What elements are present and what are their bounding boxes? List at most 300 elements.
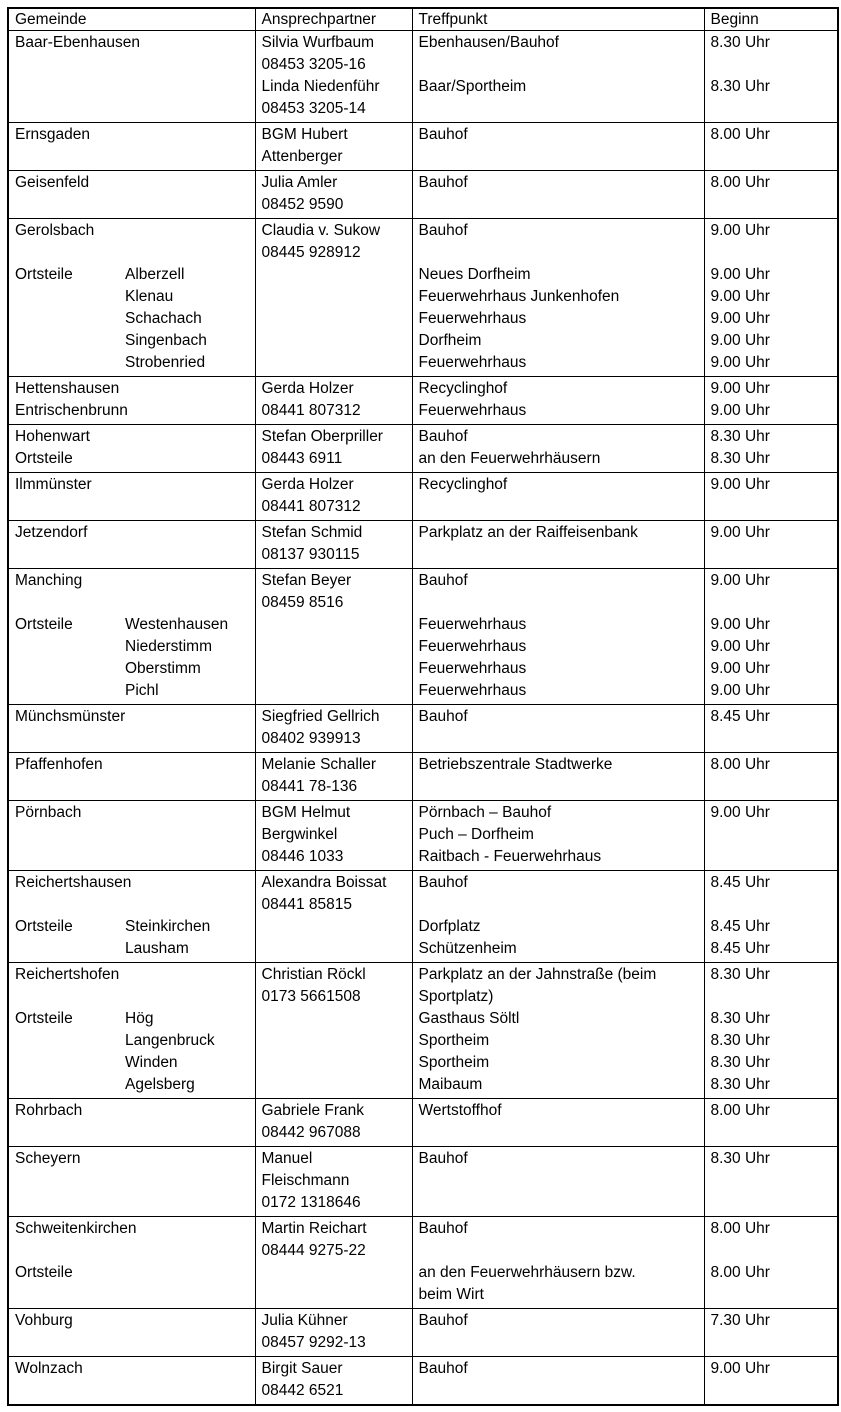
cell-line: Hettenshausen xyxy=(15,380,120,397)
cell-line: Reichertshausen xyxy=(15,874,132,891)
cell-line xyxy=(262,916,406,938)
table-row xyxy=(8,1099,838,1147)
cell-line: Baar-Ebenhausen xyxy=(15,34,140,51)
cell-line: BGM Hubert xyxy=(261,126,348,143)
cell-line: Sportheim xyxy=(418,1054,490,1071)
cell-line: Maibaum xyxy=(418,1076,483,1093)
table-row xyxy=(8,1357,838,1406)
gemeinde-cell xyxy=(8,31,255,123)
cell-line: 9.00 Uhr xyxy=(710,682,770,699)
cell-line: Bauhof xyxy=(418,126,468,143)
gemeinde-cell xyxy=(8,171,255,219)
cell-line xyxy=(15,496,249,518)
cell-line: Entrischenbrunn xyxy=(15,402,128,419)
cell-line xyxy=(711,242,832,264)
ortsteile-label: Ortsteile xyxy=(15,1010,73,1027)
cell-line xyxy=(711,54,832,76)
cell-line: an den Feuerwehrhäusern xyxy=(418,450,601,467)
cell-line: Manching xyxy=(15,572,83,589)
cell-line xyxy=(15,1122,249,1144)
cell-line: beim Wirt xyxy=(418,1286,484,1303)
cell-line: Feuerwehrhaus xyxy=(418,682,527,699)
cell-line: Schützenheim xyxy=(418,940,517,957)
cell-line xyxy=(419,728,698,750)
ansprechpartner-cell xyxy=(255,521,412,569)
cell-line xyxy=(711,1192,832,1214)
municipality-table xyxy=(7,7,839,1406)
cell-line: 7.30 Uhr xyxy=(710,1312,770,1329)
cell-line: Wertstoffhof xyxy=(418,1102,502,1119)
cell-line: Attenberger xyxy=(261,148,343,165)
cell-line: Melanie Schaller xyxy=(261,756,377,773)
cell-line: Sportplatz) xyxy=(418,988,494,1005)
beginn-cell xyxy=(704,473,838,521)
beginn-cell xyxy=(704,1099,838,1147)
ortsteil-line xyxy=(15,286,249,308)
cell-line xyxy=(711,496,832,518)
cell-line xyxy=(15,146,249,168)
ansprechpartner-cell xyxy=(255,1147,412,1217)
cell-line: Gasthaus Söltl xyxy=(418,1010,520,1027)
ortsteil-line xyxy=(15,658,249,680)
cell-line xyxy=(15,824,249,846)
treffpunkt-cell xyxy=(412,963,704,1099)
gemeinde-cell xyxy=(8,123,255,171)
cell-line: 8.30 Uhr xyxy=(710,1032,770,1049)
cell-line xyxy=(15,986,249,1008)
cell-line xyxy=(711,592,832,614)
cell-line: Recyclinghof xyxy=(418,476,508,493)
ansprechpartner-cell xyxy=(255,219,412,377)
gemeinde-cell xyxy=(8,377,255,425)
gemeinde-cell xyxy=(8,425,255,473)
cell-line: 0173 5661508 xyxy=(261,988,361,1005)
cell-line xyxy=(419,1122,698,1144)
cell-line xyxy=(15,194,249,216)
cell-line: 8.30 Uhr xyxy=(710,450,770,467)
cell-line xyxy=(711,846,832,868)
gemeinde-cell xyxy=(8,1357,255,1406)
header-row xyxy=(8,8,838,31)
cell-line: Gerda Holzer xyxy=(261,380,354,397)
table-row xyxy=(8,871,838,963)
table-row xyxy=(8,963,838,1099)
beginn-cell xyxy=(704,569,838,705)
cell-line xyxy=(15,1240,249,1262)
cell-line: Alexandra Boissat xyxy=(261,874,387,891)
cell-line: 9.00 Uhr xyxy=(710,524,770,541)
table-row xyxy=(8,569,838,705)
cell-line xyxy=(262,938,406,960)
cell-line xyxy=(419,1240,698,1262)
ortsteil-name: Strobenried xyxy=(125,354,206,371)
header-gemeinde: Gemeinde xyxy=(8,8,255,31)
table-row xyxy=(8,425,838,473)
ansprechpartner-cell xyxy=(255,1357,412,1406)
cell-line: Ebenhausen/Bauhof xyxy=(418,34,559,51)
cell-line: Bauhof xyxy=(418,428,468,445)
cell-line: Pörnbach xyxy=(15,804,82,821)
cell-line xyxy=(419,194,698,216)
ansprechpartner-cell xyxy=(255,963,412,1099)
cell-line: 8.00 Uhr xyxy=(710,126,770,143)
cell-line xyxy=(711,544,832,566)
table-header xyxy=(8,8,838,31)
cell-line: Recyclinghof xyxy=(418,380,508,397)
gemeinde-cell xyxy=(8,1309,255,1357)
ortsteil-line xyxy=(15,330,249,352)
cell-line: Bauhof xyxy=(418,1312,468,1329)
beginn-cell xyxy=(704,705,838,753)
treffpunkt-cell xyxy=(412,377,704,425)
ansprechpartner-cell xyxy=(255,1217,412,1309)
cell-line xyxy=(15,54,249,76)
ansprechpartner-cell xyxy=(255,425,412,473)
gemeinde-cell xyxy=(8,1099,255,1147)
cell-line xyxy=(15,846,249,868)
cell-line: Bauhof xyxy=(418,1360,468,1377)
cell-line: Linda Niedenführ xyxy=(261,78,380,95)
cell-line xyxy=(711,1284,832,1306)
cell-line: 08446 1033 xyxy=(261,848,344,865)
cell-line: Ortsteile xyxy=(15,1264,73,1281)
cell-line: Bauhof xyxy=(418,708,468,725)
cell-line: 0172 1318646 xyxy=(261,1194,361,1211)
treffpunkt-cell xyxy=(412,219,704,377)
cell-line: Julia Amler xyxy=(261,174,338,191)
cell-line: Feuerwehrhaus xyxy=(418,616,527,633)
cell-line: 8.45 Uhr xyxy=(710,708,770,725)
treffpunkt-cell xyxy=(412,123,704,171)
cell-line: Hohenwart xyxy=(15,428,90,445)
cell-line: 9.00 Uhr xyxy=(710,804,770,821)
cell-line: BGM Helmut xyxy=(261,804,351,821)
cell-line: Baar/Sportheim xyxy=(418,78,527,95)
cell-line: Stefan Schmid xyxy=(261,524,363,541)
table-row xyxy=(8,219,838,377)
cell-line: Raitbach - Feuerwehrhaus xyxy=(418,848,602,865)
cell-line: 08452 9590 xyxy=(261,196,344,213)
beginn-cell xyxy=(704,377,838,425)
cell-line: Sportheim xyxy=(418,1032,490,1049)
cell-line xyxy=(711,728,832,750)
treffpunkt-cell xyxy=(412,871,704,963)
cell-line xyxy=(262,1074,406,1096)
cell-line xyxy=(419,1192,698,1214)
cell-line: Reichertshofen xyxy=(15,966,120,983)
beginn-cell xyxy=(704,521,838,569)
ortsteil-name: Steinkirchen xyxy=(125,918,211,935)
cell-line: Pfaffenhofen xyxy=(15,756,103,773)
ansprechpartner-cell xyxy=(255,1099,412,1147)
ansprechpartner-cell xyxy=(255,31,412,123)
gemeinde-cell xyxy=(8,1217,255,1309)
ortsteil-line xyxy=(15,680,249,702)
cell-line: Scheyern xyxy=(15,1150,81,1167)
cell-line xyxy=(15,1332,249,1354)
cell-line: 8.30 Uhr xyxy=(710,1010,770,1027)
cell-line: 9.00 Uhr xyxy=(710,572,770,589)
treffpunkt-cell xyxy=(412,705,704,753)
cell-line xyxy=(419,592,698,614)
cell-line: 9.00 Uhr xyxy=(710,380,770,397)
cell-line xyxy=(262,286,406,308)
cell-line xyxy=(419,98,698,120)
cell-line: Vohburg xyxy=(15,1312,73,1329)
header-treffpunkt: Treffpunkt xyxy=(412,8,704,31)
cell-line xyxy=(711,1122,832,1144)
cell-line xyxy=(711,776,832,798)
cell-line xyxy=(15,592,249,614)
gemeinde-cell xyxy=(8,219,255,377)
cell-line: Bauhof xyxy=(418,1150,468,1167)
cell-line: Neues Dorfheim xyxy=(418,266,531,283)
cell-line: 8.30 Uhr xyxy=(710,1150,770,1167)
beginn-cell xyxy=(704,963,838,1099)
cell-line: Julia Kühner xyxy=(261,1312,348,1329)
cell-line xyxy=(262,658,406,680)
cell-line: Bauhof xyxy=(418,1220,468,1237)
cell-line: an den Feuerwehrhäusern bzw. xyxy=(418,1264,636,1281)
ansprechpartner-cell xyxy=(255,171,412,219)
cell-line: Feuerwehrhaus xyxy=(418,310,527,327)
ortsteile-label: Ortsteile xyxy=(15,266,73,283)
ortsteil-name: Lausham xyxy=(125,940,189,957)
beginn-cell xyxy=(704,1357,838,1406)
header-ansprechpartner: Ansprechpartner xyxy=(255,8,412,31)
cell-line xyxy=(15,76,249,98)
header-beginn: Beginn xyxy=(704,8,838,31)
ortsteil-name: Singenbach xyxy=(125,332,207,349)
ortsteil-line xyxy=(15,1074,249,1096)
beginn-cell xyxy=(704,31,838,123)
gemeinde-cell xyxy=(8,801,255,871)
ortsteil-name: Winden xyxy=(125,1054,178,1071)
ortsteil-name: Pichl xyxy=(125,682,159,699)
cell-line xyxy=(262,1008,406,1030)
cell-line: 8.45 Uhr xyxy=(710,918,770,935)
table-row xyxy=(8,31,838,123)
cell-line: Stefan Oberpriller xyxy=(261,428,383,445)
cell-line xyxy=(419,544,698,566)
cell-line: Rohrbach xyxy=(15,1102,83,1119)
cell-line xyxy=(262,264,406,286)
cell-line: 08442 967088 xyxy=(261,1124,361,1141)
treffpunkt-cell xyxy=(412,171,704,219)
cell-line xyxy=(262,308,406,330)
ansprechpartner-cell xyxy=(255,1309,412,1357)
cell-line xyxy=(419,1170,698,1192)
cell-line: 8.30 Uhr xyxy=(710,1076,770,1093)
cell-line: Geisenfeld xyxy=(15,174,90,191)
beginn-cell xyxy=(704,1309,838,1357)
table-row xyxy=(8,473,838,521)
cell-line xyxy=(419,894,698,916)
table-row xyxy=(8,1309,838,1357)
ansprechpartner-cell xyxy=(255,871,412,963)
cell-line xyxy=(711,1332,832,1354)
cell-line: 9.00 Uhr xyxy=(710,402,770,419)
cell-line: 08459 8516 xyxy=(261,594,344,611)
beginn-cell xyxy=(704,219,838,377)
cell-line: 08441 85815 xyxy=(261,896,353,913)
cell-line: 8.00 Uhr xyxy=(710,1220,770,1237)
ortsteil-name: Hög xyxy=(125,1010,154,1027)
cell-line: Manuel xyxy=(261,1150,313,1167)
ansprechpartner-cell xyxy=(255,753,412,801)
cell-line xyxy=(711,98,832,120)
cell-line: Wolnzach xyxy=(15,1360,83,1377)
gemeinde-cell xyxy=(8,753,255,801)
cell-line: 8.30 Uhr xyxy=(710,966,770,983)
gemeinde-cell xyxy=(8,871,255,963)
cell-line: Feuerwehrhaus xyxy=(418,638,527,655)
cell-line xyxy=(262,352,406,374)
gemeinde-cell xyxy=(8,705,255,753)
cell-line xyxy=(15,1192,249,1214)
table-row xyxy=(8,753,838,801)
beginn-cell xyxy=(704,123,838,171)
ortsteil-name: Niederstimm xyxy=(125,638,212,655)
treffpunkt-cell xyxy=(412,1357,704,1406)
cell-line xyxy=(711,146,832,168)
cell-line: 08443 6911 xyxy=(261,450,343,467)
table-row xyxy=(8,123,838,171)
cell-line: 9.00 Uhr xyxy=(710,616,770,633)
cell-line xyxy=(711,824,832,846)
ortsteil-line xyxy=(15,352,249,374)
treffpunkt-cell xyxy=(412,31,704,123)
cell-line xyxy=(15,544,249,566)
ansprechpartner-cell xyxy=(255,377,412,425)
ortsteil-name: Schachach xyxy=(125,310,202,327)
cell-line: 8.00 Uhr xyxy=(710,1102,770,1119)
cell-line xyxy=(419,496,698,518)
treffpunkt-cell xyxy=(412,521,704,569)
cell-line: Puch – Dorfheim xyxy=(418,826,534,843)
cell-line xyxy=(262,680,406,702)
cell-line xyxy=(15,1380,249,1402)
cell-line: Ortsteile xyxy=(15,450,73,467)
cell-line: 08445 928912 xyxy=(261,244,361,261)
table-body xyxy=(8,31,838,1406)
cell-line: Feuerwehrhaus xyxy=(418,354,527,371)
cell-line: 9.00 Uhr xyxy=(710,354,770,371)
cell-line: Feuerwehrhaus Junkenhofen xyxy=(418,288,620,305)
table-row xyxy=(8,1147,838,1217)
ortsteil-name: Agelsberg xyxy=(125,1076,195,1093)
gemeinde-cell xyxy=(8,521,255,569)
cell-line xyxy=(15,98,249,120)
cell-line: 8.30 Uhr xyxy=(710,428,770,445)
treffpunkt-cell xyxy=(412,1147,704,1217)
ortsteil-line xyxy=(15,1008,249,1030)
cell-line xyxy=(262,1030,406,1052)
cell-line xyxy=(711,894,832,916)
cell-line xyxy=(262,636,406,658)
beginn-cell xyxy=(704,1217,838,1309)
cell-line xyxy=(711,1240,832,1262)
cell-line xyxy=(711,194,832,216)
table-row xyxy=(8,171,838,219)
gemeinde-cell xyxy=(8,1147,255,1217)
cell-line: 9.00 Uhr xyxy=(710,310,770,327)
ortsteil-line xyxy=(15,938,249,960)
ortsteil-line xyxy=(15,614,249,636)
cell-line: 08457 9292-13 xyxy=(261,1334,366,1351)
beginn-cell xyxy=(704,801,838,871)
ortsteil-line xyxy=(15,1030,249,1052)
cell-line: 8.30 Uhr xyxy=(710,34,770,51)
treffpunkt-cell xyxy=(412,569,704,705)
beginn-cell xyxy=(704,753,838,801)
cell-line: Jetzendorf xyxy=(15,524,88,541)
cell-line: 08441 78-136 xyxy=(261,778,358,795)
cell-line: Feuerwehrhaus xyxy=(418,660,527,677)
cell-line: Bauhof xyxy=(418,572,468,589)
cell-line: Ernsgaden xyxy=(15,126,90,143)
gemeinde-cell xyxy=(8,473,255,521)
cell-line: Feuerwehrhaus xyxy=(418,402,527,419)
cell-line: Birgit Sauer xyxy=(261,1360,343,1377)
cell-line: Bauhof xyxy=(418,874,468,891)
ortsteil-line xyxy=(15,308,249,330)
ortsteil-name: Westenhausen xyxy=(125,616,229,633)
treffpunkt-cell xyxy=(412,801,704,871)
ortsteil-name: Klenau xyxy=(125,288,174,305)
cell-line: 8.45 Uhr xyxy=(710,874,770,891)
cell-line xyxy=(15,1284,249,1306)
cell-line xyxy=(15,242,249,264)
cell-line: 8.30 Uhr xyxy=(710,1054,770,1071)
cell-line: Siegfried Gellrich xyxy=(261,708,380,725)
cell-line: 9.00 Uhr xyxy=(710,638,770,655)
beginn-cell xyxy=(704,171,838,219)
treffpunkt-cell xyxy=(412,753,704,801)
cell-line xyxy=(262,1262,406,1284)
cell-line: Gerolsbach xyxy=(15,222,95,239)
treffpunkt-cell xyxy=(412,473,704,521)
cell-line: Parkplatz an der Jahnstraße (beim xyxy=(418,966,657,983)
cell-line xyxy=(419,1380,698,1402)
cell-line: 9.00 Uhr xyxy=(710,332,770,349)
cell-line: 08402 939913 xyxy=(261,730,361,747)
ortsteile-label: Ortsteile xyxy=(15,616,73,633)
cell-line xyxy=(262,330,406,352)
cell-line: Bauhof xyxy=(418,174,468,191)
cell-line xyxy=(262,1284,406,1306)
cell-line: 9.00 Uhr xyxy=(710,476,770,493)
ortsteil-name: Alberzell xyxy=(125,266,185,283)
table-row xyxy=(8,521,838,569)
treffpunkt-cell xyxy=(412,1309,704,1357)
ansprechpartner-cell xyxy=(255,801,412,871)
cell-line: 8.30 Uhr xyxy=(710,78,770,95)
cell-line: Silvia Wurfbaum xyxy=(261,34,375,51)
cell-line xyxy=(15,1170,249,1192)
cell-line: 9.00 Uhr xyxy=(710,266,770,283)
ortsteil-line xyxy=(15,1052,249,1074)
cell-line: Gabriele Frank xyxy=(261,1102,365,1119)
cell-line xyxy=(711,1170,832,1192)
cell-line: Pörnbach – Bauhof xyxy=(418,804,552,821)
table-container xyxy=(7,7,837,1406)
cell-line xyxy=(262,614,406,636)
cell-line: Dorfheim xyxy=(418,332,482,349)
ansprechpartner-cell xyxy=(255,705,412,753)
cell-line: 8.00 Uhr xyxy=(710,174,770,191)
ansprechpartner-cell xyxy=(255,473,412,521)
